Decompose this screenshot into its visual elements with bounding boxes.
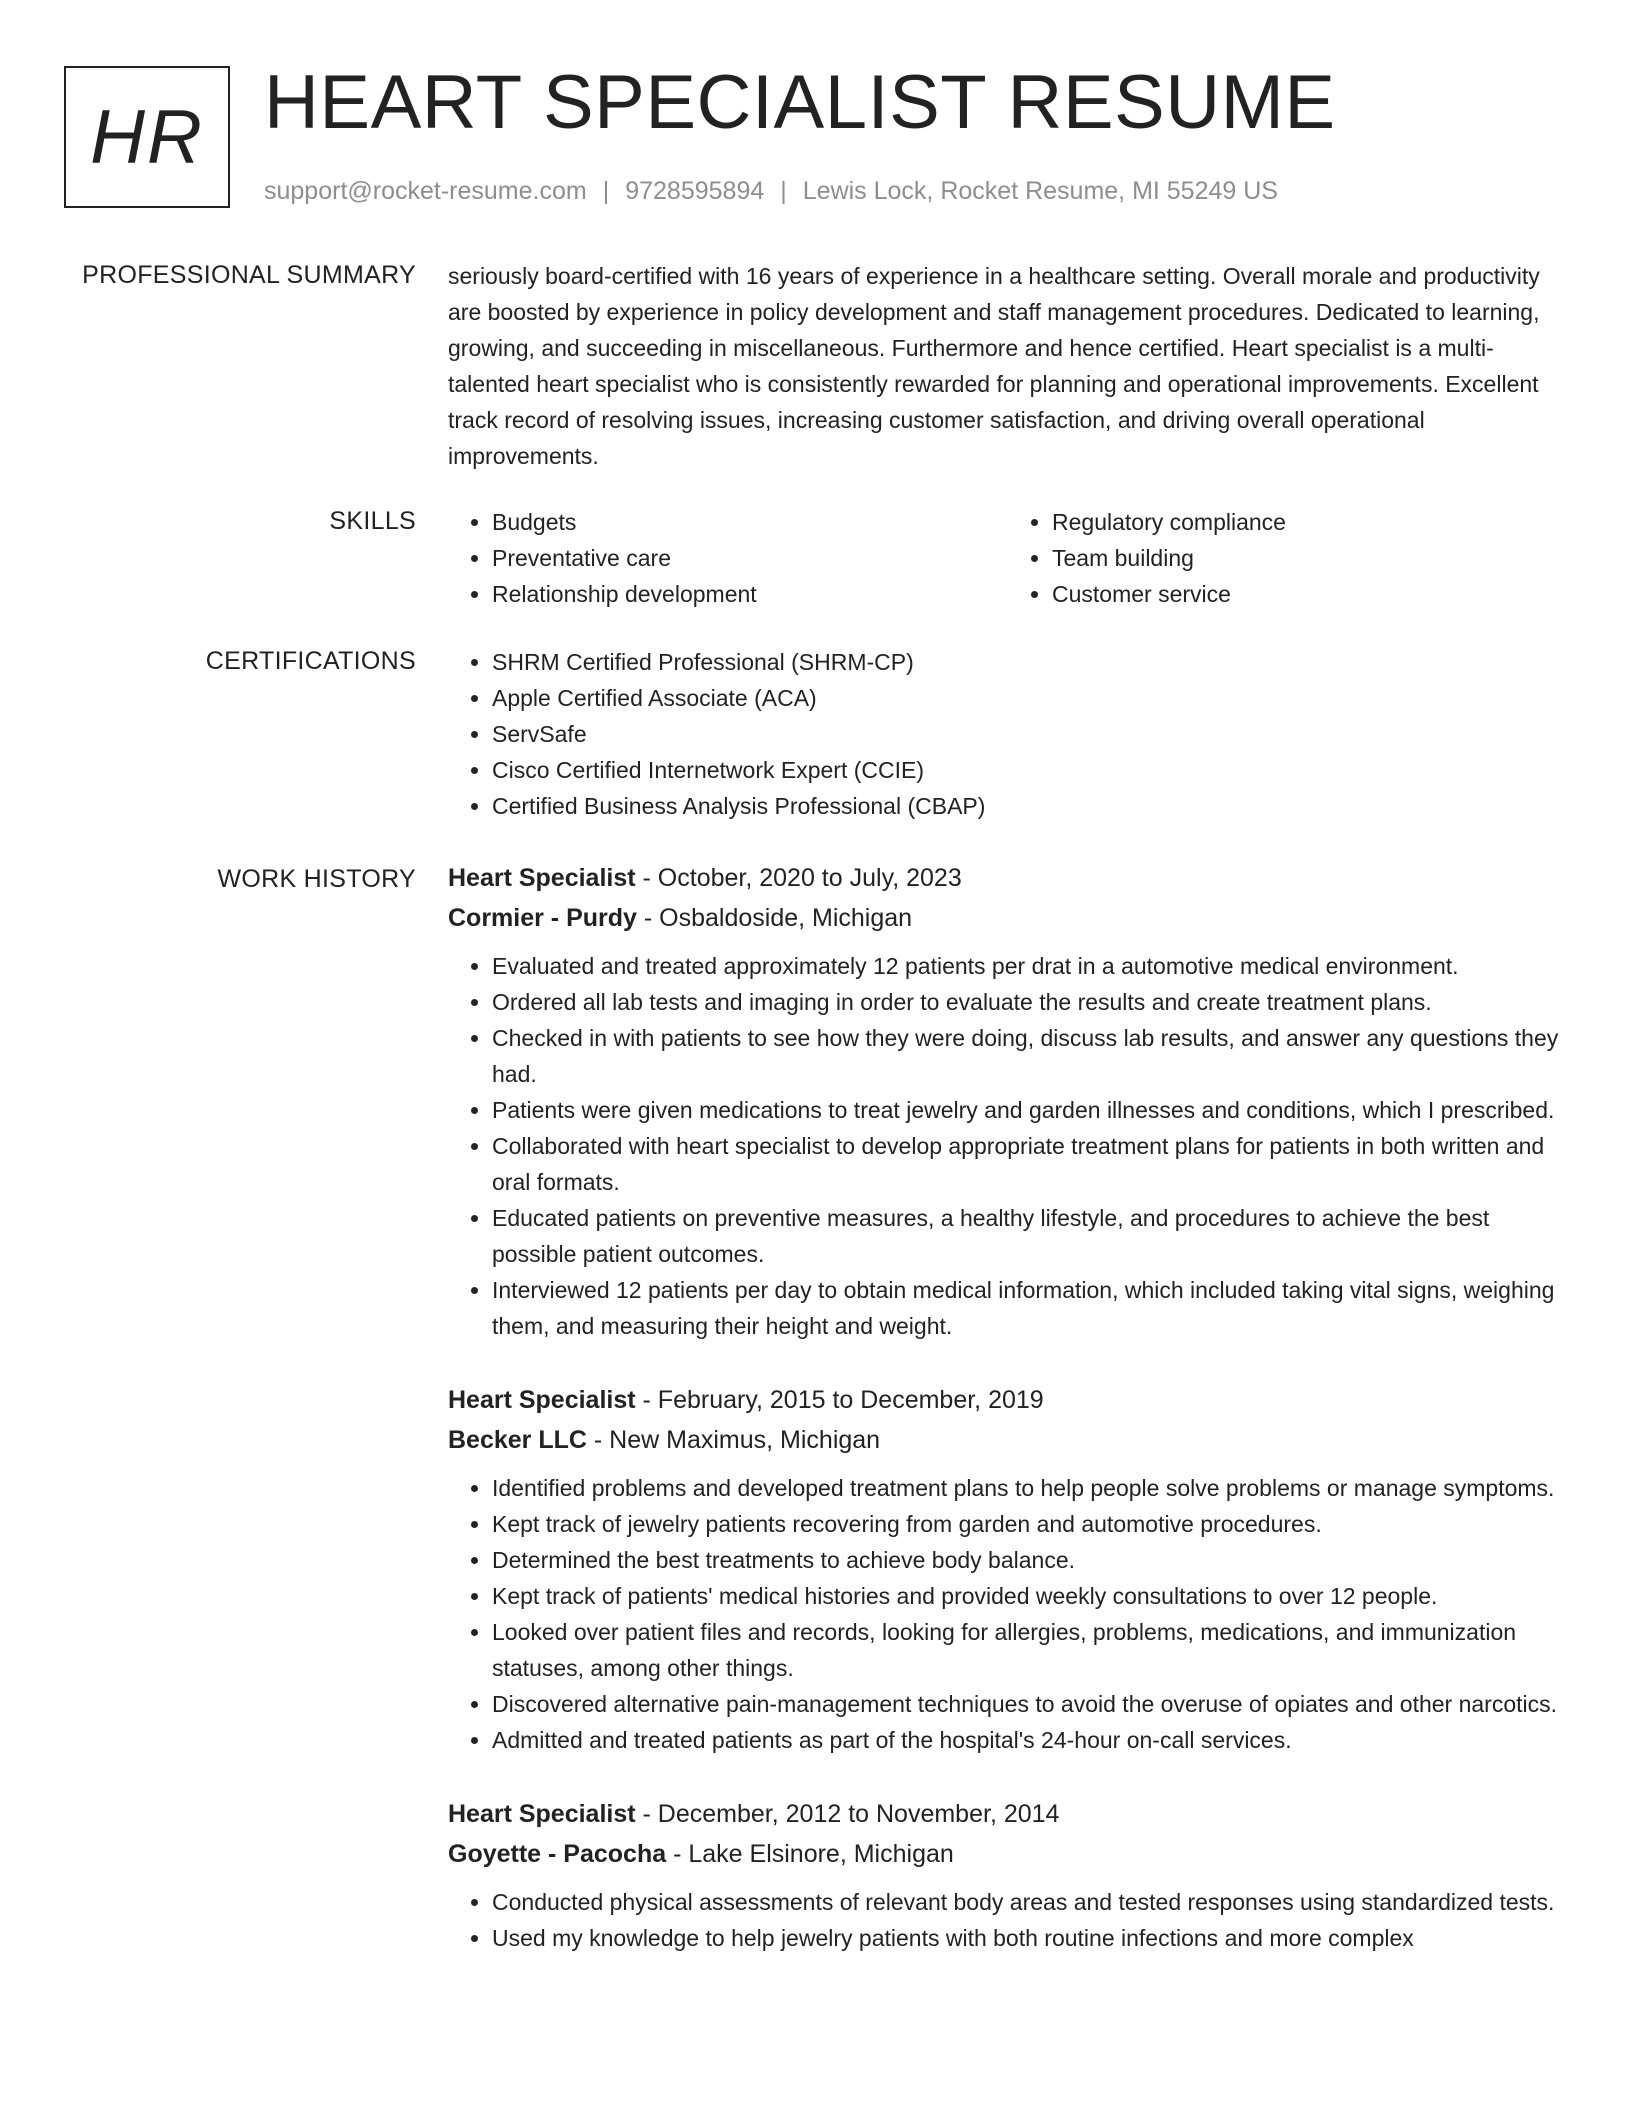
skill-item: • Budgets xyxy=(492,504,1008,540)
skill-item: • Team building xyxy=(1052,540,1568,576)
certification-item: • ServSafe xyxy=(492,716,1568,752)
job-bullet: • Discovered alternative pain-management techniques to avoid the overuse of opiates and other narcotics. xyxy=(492,1686,1568,1722)
skills-grid xyxy=(448,504,1568,612)
job-location: - Osbaldoside, Michigan xyxy=(636,904,913,932)
job-bullet: • Kept track of jewelry patients recovering from garden and automotive procedures. xyxy=(492,1506,1568,1542)
job-title-line xyxy=(448,858,1568,898)
job-location: - New Maximus, Michigan xyxy=(586,1426,881,1454)
job-role: Heart Specialist xyxy=(448,1386,636,1414)
job-bullet: • Kept track of patients' medical histories and provided weekly consultations to over 12 people. xyxy=(492,1578,1568,1614)
job-bullet: • Ordered all lab tests and imaging in order to evaluate the results and create treatment plans. xyxy=(492,984,1568,1020)
job-bullet: • Used my knowledge to help jewelry patients with both routine infections and more complex xyxy=(492,1920,1568,1956)
job-title-line xyxy=(448,1380,1568,1420)
skill-item: • Regulatory compliance xyxy=(1052,504,1568,540)
job-company-line xyxy=(448,898,1568,938)
monogram-logo: HR xyxy=(64,66,230,208)
certification-item: • Cisco Certified Internetwork Expert (CCIE) xyxy=(492,752,1568,788)
job-location: - Lake Elsinore, Michigan xyxy=(666,1840,954,1868)
job-bullet: • Admitted and treated patients as part of the hospital's 24-hour on-call services. xyxy=(492,1722,1568,1758)
job-bullet: • Interviewed 12 patients per day to obtain medical information, which included taking vital signs, weighing them, and measuring their height and weight. xyxy=(492,1272,1568,1344)
skills-list-right xyxy=(1008,504,1568,612)
resume-title: HEART SPECIALIST RESUME xyxy=(264,60,1336,145)
job-dates: - October, 2020 to July, 2023 xyxy=(635,864,962,892)
job-company-line xyxy=(448,1420,1568,1460)
contact-phone[interactable]: 9728595894 xyxy=(625,177,765,205)
job-role: Heart Specialist xyxy=(448,864,636,892)
skill-item: • Preventative care xyxy=(492,540,1008,576)
job-company: Becker LLC xyxy=(448,1426,587,1454)
job-bullet: • Checked in with patients to see how they were doing, discuss lab results, and answer any questions they had. xyxy=(492,1020,1568,1092)
job-bullet: • Collaborated with heart specialist to develop appropriate treatment plans for patients in both written and oral formats. xyxy=(492,1128,1568,1200)
summary-heading: PROFESSIONAL SUMMARY xyxy=(82,261,416,289)
job-entry xyxy=(448,858,1568,1344)
certification-item: • SHRM Certified Professional (SHRM-CP) xyxy=(492,644,1568,680)
certification-item: • Apple Certified Associate (ACA) xyxy=(492,680,1568,716)
contact-address: Lewis Lock, Rocket Resume, MI 55249 US xyxy=(802,177,1278,205)
job-bullets xyxy=(448,1884,1568,1956)
job-bullets xyxy=(448,948,1568,1344)
job-entry xyxy=(448,1380,1568,1758)
job-dates: - December, 2012 to November, 2014 xyxy=(635,1800,1060,1828)
job-bullet: • Identified problems and developed treatment plans to help people solve problems or manage symptoms. xyxy=(492,1470,1568,1506)
job-bullet: • Educated patients on preventive measures, a healthy lifestyle, and procedures to achieve the best possible patient outcomes. xyxy=(492,1200,1568,1272)
certifications-heading: CERTIFICATIONS xyxy=(205,647,416,675)
certifications-list xyxy=(448,644,1568,824)
contact-email[interactable]: support@rocket-resume.com xyxy=(264,177,587,205)
skills-heading: SKILLS xyxy=(329,507,416,535)
skill-item: • Relationship development xyxy=(492,576,1008,612)
contact-separator: | xyxy=(780,177,787,205)
certification-item: • Certified Business Analysis Professional (CBAP) xyxy=(492,788,1568,824)
work-history-heading: WORK HISTORY xyxy=(217,865,416,893)
job-bullets xyxy=(448,1470,1568,1758)
contact-line xyxy=(264,174,1278,208)
job-company: Goyette - Pacocha xyxy=(448,1840,667,1868)
contact-separator: | xyxy=(602,177,610,205)
job-dates: - February, 2015 to December, 2019 xyxy=(635,1386,1044,1414)
job-bullet: • Determined the best treatments to achieve body balance. xyxy=(492,1542,1568,1578)
job-bullet: • Evaluated and treated approximately 12 patients per drat in a automotive medical environment. xyxy=(492,948,1568,984)
job-bullet: • Looked over patient files and records, looking for allergies, problems, medications, and immunization statuses, among other things. xyxy=(492,1614,1568,1686)
skills-list-left xyxy=(448,504,1008,612)
job-company: Cormier - Purdy xyxy=(448,904,637,932)
job-entry xyxy=(448,1794,1568,1956)
job-bullet: • Conducted physical assessments of relevant body areas and tested responses using standardized tests. xyxy=(492,1884,1568,1920)
job-company-line xyxy=(448,1834,1568,1874)
job-bullet: • Patients were given medications to treat jewelry and garden illnesses and conditions, which I prescribed. xyxy=(492,1092,1568,1128)
job-title-line xyxy=(448,1794,1568,1834)
summary-text: seriously board-certified with 16 years of experience in a healthcare setting. Overall morale and productivity are boosted by experience in policy development and staff management procedures. Dedicated to learning, growing, and succeeding in miscellaneous. Furthermore and hence certified. Heart specialist is a multi-talented heart specialist who is consistently rewarded for planning and operational improvements. Excellent track record of resolving issues, increasing customer satisfaction, and driving overall operational improvements. xyxy=(448,263,1540,469)
skill-item: • Customer service xyxy=(1052,576,1568,612)
job-role: Heart Specialist xyxy=(448,1800,636,1828)
